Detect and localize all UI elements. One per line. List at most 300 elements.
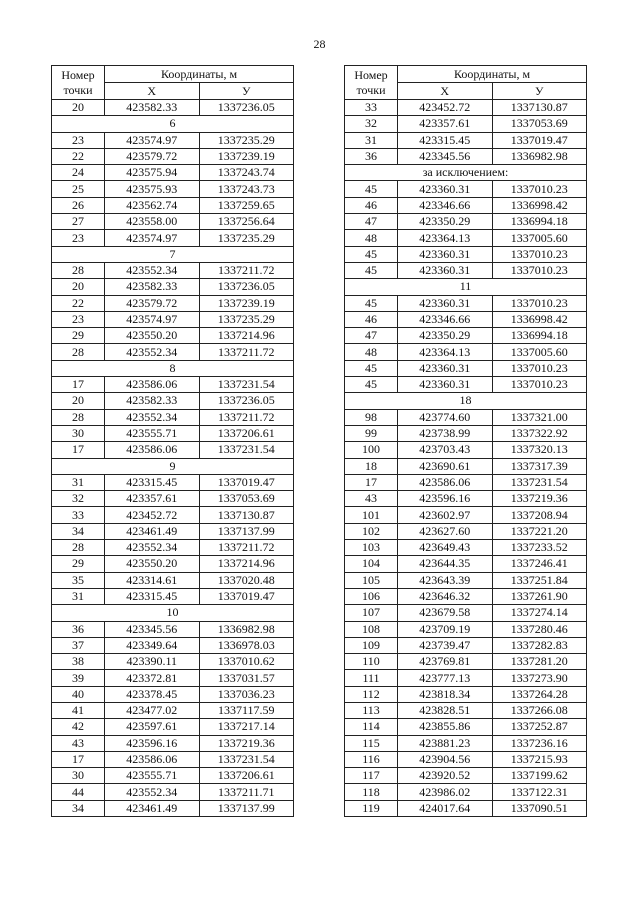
- x-coordinate-cell: 423346.66: [398, 311, 493, 327]
- table-row: [345, 507, 587, 523]
- y-coordinate-cell: 1337206.61: [199, 768, 294, 784]
- y-coordinate-cell: 1337010.62: [199, 654, 294, 670]
- x-header: Х: [398, 83, 493, 100]
- x-coordinate-cell: 423582.33: [105, 100, 200, 116]
- table-row: [52, 214, 294, 230]
- x-coordinate-cell: 424017.64: [398, 800, 493, 816]
- y-coordinate-cell: 1336982.98: [492, 148, 587, 164]
- x-coordinate-cell: 423452.72: [105, 507, 200, 523]
- y-header: У: [492, 83, 587, 100]
- point-number-cell: 33: [345, 100, 398, 116]
- table-body-left: [52, 66, 294, 817]
- x-coordinate-cell: 423550.20: [105, 328, 200, 344]
- y-coordinate-cell: 1337243.74: [199, 165, 294, 181]
- x-coordinate-cell: 423818.34: [398, 686, 493, 702]
- table-row: [52, 393, 294, 409]
- header-row: [52, 66, 294, 83]
- y-coordinate-cell: 1337217.14: [199, 719, 294, 735]
- point-number-cell: 108: [345, 621, 398, 637]
- y-coordinate-cell: 1337010.23: [492, 360, 587, 376]
- y-coordinate-cell: 1337259.65: [199, 197, 294, 213]
- y-coordinate-cell: 1337235.29: [199, 311, 294, 327]
- point-number-cell: 22: [52, 295, 105, 311]
- y-coordinate-cell: 1337053.69: [492, 116, 587, 132]
- table-row: [345, 751, 587, 767]
- table-row: [345, 132, 587, 148]
- y-coordinate-cell: 1337239.19: [199, 295, 294, 311]
- x-coordinate-cell: 423579.72: [105, 148, 200, 164]
- point-number-cell: 46: [345, 197, 398, 213]
- point-number-cell: 47: [345, 214, 398, 230]
- x-coordinate-cell: 423986.02: [398, 784, 493, 800]
- x-coordinate-cell: 423552.34: [105, 540, 200, 556]
- x-coordinate-cell: 423555.71: [105, 425, 200, 441]
- y-coordinate-cell: 1337019.47: [492, 132, 587, 148]
- table-row: [345, 654, 587, 670]
- x-coordinate-cell: 423552.34: [105, 409, 200, 425]
- table-row: [345, 409, 587, 425]
- y-coordinate-cell: 1337010.23: [492, 181, 587, 197]
- x-coordinate-cell: 423582.33: [105, 279, 200, 295]
- y-coordinate-cell: 1337231.54: [199, 442, 294, 458]
- y-coordinate-cell: 1337117.59: [199, 702, 294, 718]
- y-coordinate-cell: 1337010.23: [492, 262, 587, 278]
- y-coordinate-cell: 1337208.94: [492, 507, 587, 523]
- y-coordinate-cell: 1336994.18: [492, 328, 587, 344]
- y-coordinate-cell: 1337211.72: [199, 409, 294, 425]
- table-row: [52, 262, 294, 278]
- table-row: [52, 311, 294, 327]
- section-label: за исключением:: [345, 165, 587, 181]
- y-coordinate-cell: 1337320.13: [492, 442, 587, 458]
- coordinates-header: Координаты, м: [398, 66, 587, 83]
- section-label: 18: [345, 393, 587, 409]
- point-number-cell: 23: [52, 132, 105, 148]
- table-row: [52, 784, 294, 800]
- y-coordinate-cell: 1337010.23: [492, 246, 587, 262]
- y-coordinate-cell: 1337233.52: [492, 540, 587, 556]
- y-coordinate-cell: 1337010.23: [492, 377, 587, 393]
- section-row: [345, 393, 587, 409]
- x-coordinate-cell: 423555.71: [105, 768, 200, 784]
- table-row: [345, 605, 587, 621]
- point-number-cell: 113: [345, 702, 398, 718]
- point-number-cell: 111: [345, 670, 398, 686]
- y-coordinate-cell: 1337236.05: [199, 100, 294, 116]
- y-coordinate-cell: 1337010.23: [492, 295, 587, 311]
- x-coordinate-cell: 423739.47: [398, 637, 493, 653]
- point-number-cell: 43: [345, 491, 398, 507]
- table-row: [345, 344, 587, 360]
- table-row: [345, 491, 587, 507]
- point-number-header-line1: Номер: [61, 67, 95, 82]
- x-coordinate-cell: 423575.93: [105, 181, 200, 197]
- point-number-cell: 105: [345, 572, 398, 588]
- table-row: [52, 344, 294, 360]
- table-row: [52, 295, 294, 311]
- point-number-cell: 114: [345, 719, 398, 735]
- point-number-cell: 27: [52, 214, 105, 230]
- table-row: [52, 556, 294, 572]
- table-row: [52, 686, 294, 702]
- point-number-cell: 48: [345, 344, 398, 360]
- table-row: [345, 328, 587, 344]
- y-coordinate-cell: 1337211.72: [199, 540, 294, 556]
- x-coordinate-cell: 423777.13: [398, 670, 493, 686]
- x-coordinate-cell: 423349.64: [105, 637, 200, 653]
- table-row: [52, 800, 294, 816]
- point-number-cell: 43: [52, 735, 105, 751]
- x-coordinate-cell: 423738.99: [398, 425, 493, 441]
- point-number-cell: 26: [52, 197, 105, 213]
- point-number-header-line2: точки: [356, 82, 386, 97]
- point-number-cell: 28: [52, 262, 105, 278]
- table-row: [52, 540, 294, 556]
- x-coordinate-cell: 423360.31: [398, 377, 493, 393]
- table-row: [345, 214, 587, 230]
- y-coordinate-cell: 1337221.20: [492, 523, 587, 539]
- table-row: [345, 735, 587, 751]
- table-row: [52, 377, 294, 393]
- y-coordinate-cell: 1337321.00: [492, 409, 587, 425]
- point-number-cell: 118: [345, 784, 398, 800]
- point-number-cell: 107: [345, 605, 398, 621]
- table-row: [52, 328, 294, 344]
- point-number-header-line2: точки: [63, 82, 93, 97]
- table-row: [345, 768, 587, 784]
- y-coordinate-cell: 1337215.93: [492, 751, 587, 767]
- section-label: 6: [52, 116, 294, 132]
- point-number-cell: 35: [52, 572, 105, 588]
- y-coordinate-cell: 1337261.90: [492, 588, 587, 604]
- point-number-cell: 34: [52, 800, 105, 816]
- section-row: [345, 279, 587, 295]
- point-number-cell: 41: [52, 702, 105, 718]
- table-row: [52, 132, 294, 148]
- y-coordinate-cell: 1336998.42: [492, 197, 587, 213]
- y-coordinate-cell: 1337236.05: [199, 393, 294, 409]
- x-coordinate-cell: 423378.45: [105, 686, 200, 702]
- point-number-header: [345, 66, 398, 100]
- table-row: [345, 719, 587, 735]
- point-number-cell: 28: [52, 409, 105, 425]
- y-coordinate-cell: 1337282.83: [492, 637, 587, 653]
- x-coordinate-cell: 423345.56: [105, 621, 200, 637]
- x-coordinate-cell: 423357.61: [105, 491, 200, 507]
- table-row: [345, 702, 587, 718]
- table-row: [52, 165, 294, 181]
- point-number-cell: 20: [52, 393, 105, 409]
- table-row: [345, 181, 587, 197]
- y-coordinate-cell: 1336978.03: [199, 637, 294, 653]
- table-row: [52, 100, 294, 116]
- point-number-cell: 31: [52, 474, 105, 490]
- x-coordinate-cell: 423627.60: [398, 523, 493, 539]
- section-row: [52, 246, 294, 262]
- x-coordinate-cell: 423679.58: [398, 605, 493, 621]
- table-row: [345, 556, 587, 572]
- point-number-cell: 22: [52, 148, 105, 164]
- x-coordinate-cell: 423360.31: [398, 295, 493, 311]
- table-row: [345, 116, 587, 132]
- y-coordinate-cell: 1337239.19: [199, 148, 294, 164]
- section-row: [52, 605, 294, 621]
- x-coordinate-cell: 423360.31: [398, 181, 493, 197]
- x-coordinate-cell: 423582.33: [105, 393, 200, 409]
- x-coordinate-cell: 423579.72: [105, 295, 200, 311]
- point-number-cell: 18: [345, 458, 398, 474]
- x-coordinate-cell: 423360.31: [398, 246, 493, 262]
- x-coordinate-cell: 423550.20: [105, 556, 200, 572]
- point-number-cell: 112: [345, 686, 398, 702]
- y-coordinate-cell: 1337243.73: [199, 181, 294, 197]
- point-number-cell: 28: [52, 344, 105, 360]
- point-number-cell: 116: [345, 751, 398, 767]
- table-row: [345, 540, 587, 556]
- table-row: [52, 572, 294, 588]
- table-row: [52, 751, 294, 767]
- x-coordinate-cell: 423769.81: [398, 654, 493, 670]
- table-row: [345, 670, 587, 686]
- table-row: [345, 800, 587, 816]
- y-coordinate-cell: 1337231.54: [199, 377, 294, 393]
- y-coordinate-cell: 1337019.47: [199, 588, 294, 604]
- x-coordinate-cell: 423314.61: [105, 572, 200, 588]
- y-coordinate-cell: 1336982.98: [199, 621, 294, 637]
- y-coordinate-cell: 1337273.90: [492, 670, 587, 686]
- table-row: [345, 588, 587, 604]
- point-number-cell: 117: [345, 768, 398, 784]
- point-number-cell: 30: [52, 768, 105, 784]
- point-number-cell: 24: [52, 165, 105, 181]
- table-row: [345, 784, 587, 800]
- table-row: [345, 230, 587, 246]
- x-coordinate-cell: 423315.45: [105, 474, 200, 490]
- table-row: [52, 588, 294, 604]
- point-number-cell: 45: [345, 262, 398, 278]
- table-row: [345, 295, 587, 311]
- y-coordinate-cell: 1337031.57: [199, 670, 294, 686]
- x-coordinate-cell: 423558.00: [105, 214, 200, 230]
- y-coordinate-cell: 1337246.41: [492, 556, 587, 572]
- table-row: [52, 768, 294, 784]
- coordinates-table-left: [51, 65, 294, 817]
- table-row: [52, 621, 294, 637]
- table-row: [52, 523, 294, 539]
- table-row: [52, 491, 294, 507]
- x-coordinate-cell: 423586.06: [105, 442, 200, 458]
- point-number-cell: 29: [52, 328, 105, 344]
- table-row: [345, 377, 587, 393]
- point-number-cell: 30: [52, 425, 105, 441]
- point-number-cell: 44: [52, 784, 105, 800]
- y-coordinate-cell: 1337137.99: [199, 800, 294, 816]
- section-row: [345, 165, 587, 181]
- y-coordinate-cell: 1337214.96: [199, 556, 294, 572]
- y-coordinate-cell: 1337130.87: [492, 100, 587, 116]
- point-number-cell: 45: [345, 181, 398, 197]
- y-coordinate-cell: 1337005.60: [492, 344, 587, 360]
- table-row: [345, 458, 587, 474]
- x-header: Х: [105, 83, 200, 100]
- point-number-cell: 42: [52, 719, 105, 735]
- y-coordinate-cell: 1337005.60: [492, 230, 587, 246]
- table-row: [52, 425, 294, 441]
- point-number-cell: 17: [52, 377, 105, 393]
- table-row: [345, 572, 587, 588]
- y-coordinate-cell: 1337274.14: [492, 605, 587, 621]
- table-row: [52, 442, 294, 458]
- table-row: [345, 425, 587, 441]
- y-coordinate-cell: 1337053.69: [199, 491, 294, 507]
- y-coordinate-cell: 1337235.29: [199, 132, 294, 148]
- point-number-cell: 23: [52, 311, 105, 327]
- x-coordinate-cell: 423350.29: [398, 328, 493, 344]
- table-row: [345, 442, 587, 458]
- x-coordinate-cell: 423552.34: [105, 262, 200, 278]
- x-coordinate-cell: 423586.06: [398, 474, 493, 490]
- y-coordinate-cell: 1337252.87: [492, 719, 587, 735]
- table-row: [345, 197, 587, 213]
- point-number-cell: 36: [345, 148, 398, 164]
- coordinates-header: Координаты, м: [105, 66, 294, 83]
- y-coordinate-cell: 1337236.05: [199, 279, 294, 295]
- x-coordinate-cell: 423586.06: [105, 751, 200, 767]
- x-coordinate-cell: 423360.31: [398, 262, 493, 278]
- table-row: [52, 197, 294, 213]
- point-number-cell: 119: [345, 800, 398, 816]
- point-number-header: [52, 66, 105, 100]
- y-coordinate-cell: 1337219.36: [199, 735, 294, 751]
- table-row: [52, 719, 294, 735]
- point-number-cell: 45: [345, 246, 398, 262]
- section-label: 7: [52, 246, 294, 262]
- table-row: [52, 637, 294, 653]
- y-coordinate-cell: 1337219.36: [492, 491, 587, 507]
- table-row: [345, 246, 587, 262]
- x-coordinate-cell: 423596.16: [398, 491, 493, 507]
- x-coordinate-cell: 423390.11: [105, 654, 200, 670]
- table-row: [345, 637, 587, 653]
- point-number-cell: 17: [52, 442, 105, 458]
- point-number-cell: 106: [345, 588, 398, 604]
- section-row: [52, 458, 294, 474]
- y-coordinate-cell: 1337211.72: [199, 262, 294, 278]
- y-coordinate-cell: 1337281.20: [492, 654, 587, 670]
- table-row: [345, 523, 587, 539]
- point-number-cell: 28: [52, 540, 105, 556]
- x-coordinate-cell: 423920.52: [398, 768, 493, 784]
- point-number-cell: 45: [345, 360, 398, 376]
- y-coordinate-cell: 1337264.28: [492, 686, 587, 702]
- section-row: [52, 116, 294, 132]
- point-number-cell: 98: [345, 409, 398, 425]
- x-coordinate-cell: 423345.56: [398, 148, 493, 164]
- x-coordinate-cell: 423574.97: [105, 311, 200, 327]
- point-number-cell: 31: [345, 132, 398, 148]
- table-row: [52, 230, 294, 246]
- y-coordinate-cell: 1337137.99: [199, 523, 294, 539]
- table-row: [345, 311, 587, 327]
- x-coordinate-cell: 423461.49: [105, 800, 200, 816]
- section-row: [52, 360, 294, 376]
- table-row: [52, 474, 294, 490]
- x-coordinate-cell: 423477.02: [105, 702, 200, 718]
- point-number-cell: 101: [345, 507, 398, 523]
- x-coordinate-cell: 423703.43: [398, 442, 493, 458]
- point-number-cell: 45: [345, 295, 398, 311]
- x-coordinate-cell: 423350.29: [398, 214, 493, 230]
- point-number-cell: 31: [52, 588, 105, 604]
- table-row: [345, 100, 587, 116]
- point-number-cell: 25: [52, 181, 105, 197]
- x-coordinate-cell: 423315.45: [398, 132, 493, 148]
- x-coordinate-cell: 423828.51: [398, 702, 493, 718]
- point-number-cell: 37: [52, 637, 105, 653]
- point-number-header-line1: Номер: [354, 67, 388, 82]
- point-number-cell: 20: [52, 279, 105, 295]
- y-coordinate-cell: 1337122.31: [492, 784, 587, 800]
- y-coordinate-cell: 1337256.64: [199, 214, 294, 230]
- y-coordinate-cell: 1337235.29: [199, 230, 294, 246]
- point-number-cell: 47: [345, 328, 398, 344]
- point-number-cell: 32: [52, 491, 105, 507]
- y-coordinate-cell: 1337322.92: [492, 425, 587, 441]
- x-coordinate-cell: 423552.34: [105, 344, 200, 360]
- coordinates-table-right: [344, 65, 587, 817]
- point-number-cell: 29: [52, 556, 105, 572]
- point-number-cell: 38: [52, 654, 105, 670]
- x-coordinate-cell: 423774.60: [398, 409, 493, 425]
- y-coordinate-cell: 1337236.16: [492, 735, 587, 751]
- table-row: [52, 654, 294, 670]
- y-coordinate-cell: 1337020.48: [199, 572, 294, 588]
- section-label: 8: [52, 360, 294, 376]
- x-coordinate-cell: 423649.43: [398, 540, 493, 556]
- x-coordinate-cell: 423574.97: [105, 132, 200, 148]
- x-coordinate-cell: 423709.19: [398, 621, 493, 637]
- x-coordinate-cell: 423357.61: [398, 116, 493, 132]
- y-coordinate-cell: 1337231.54: [492, 474, 587, 490]
- x-coordinate-cell: 423562.74: [105, 197, 200, 213]
- y-coordinate-cell: 1337280.46: [492, 621, 587, 637]
- point-number-cell: 32: [345, 116, 398, 132]
- table-row: [52, 279, 294, 295]
- table-row: [52, 735, 294, 751]
- point-number-cell: 104: [345, 556, 398, 572]
- point-number-cell: 23: [52, 230, 105, 246]
- x-coordinate-cell: 423904.56: [398, 751, 493, 767]
- section-label: 11: [345, 279, 587, 295]
- table-body-right: [345, 66, 587, 817]
- y-coordinate-cell: 1336994.18: [492, 214, 587, 230]
- table-row: [345, 360, 587, 376]
- point-number-cell: 39: [52, 670, 105, 686]
- x-coordinate-cell: 423346.66: [398, 197, 493, 213]
- x-coordinate-cell: 423315.45: [105, 588, 200, 604]
- point-number-cell: 34: [52, 523, 105, 539]
- point-number-cell: 46: [345, 311, 398, 327]
- y-header: У: [199, 83, 294, 100]
- x-coordinate-cell: 423372.81: [105, 670, 200, 686]
- x-coordinate-cell: 423364.13: [398, 230, 493, 246]
- table-row: [345, 262, 587, 278]
- x-coordinate-cell: 423575.94: [105, 165, 200, 181]
- point-number-cell: 36: [52, 621, 105, 637]
- point-number-cell: 17: [52, 751, 105, 767]
- header-row: [345, 66, 587, 83]
- y-coordinate-cell: 1337211.71: [199, 784, 294, 800]
